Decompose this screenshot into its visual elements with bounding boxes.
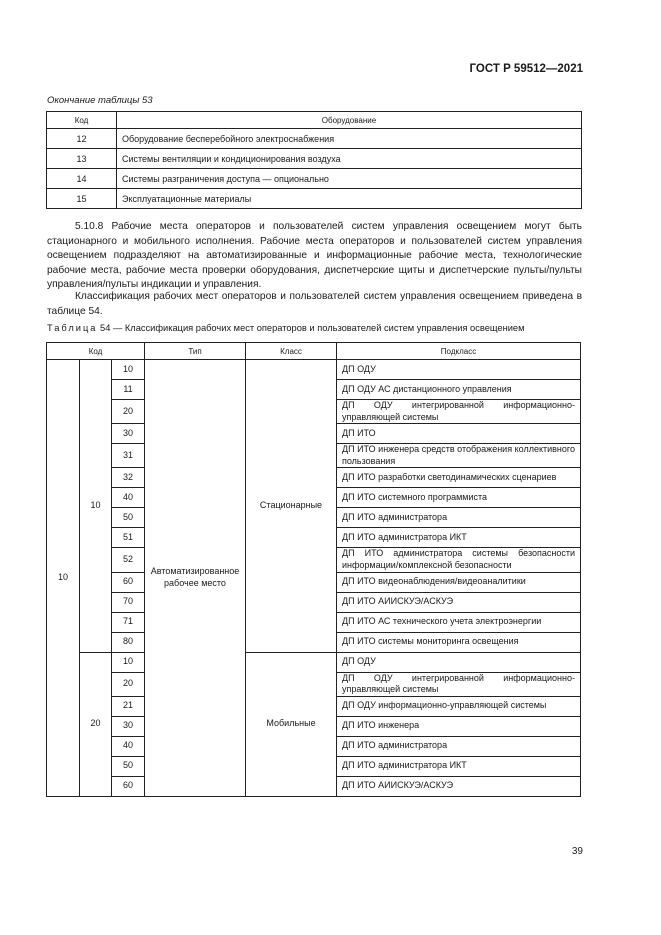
subclass-cell: ДП ОДУ интегрированной информационно-управляющей системы [337,400,581,424]
code-level3-cell: 60 [112,776,145,796]
code-cell: 14 [47,169,117,189]
code-level3-cell: 20 [112,400,145,424]
code-level3-cell: 40 [112,488,145,508]
document-number: ГОСТ Р 59512—2021 [469,63,583,75]
table54-caption-prefix: Таблица [47,323,98,333]
code-level3-cell: 70 [112,592,145,612]
subclass-cell: ДП ОДУ интегрированной информационно-управляющей системы [337,672,581,696]
code-cell: 13 [47,149,117,169]
code-level3-cell: 30 [112,424,145,444]
column-header-type: Тип [145,343,246,360]
table-row [47,149,582,169]
table53-caption: Окончание таблицы 53 [47,95,153,106]
column-header-class: Класс [246,343,337,360]
code-level3-cell: 32 [112,468,145,488]
subclass-cell: ДП ИТО [337,424,581,444]
equipment-cell: Оборудование бесперебойного электроснабжения [117,129,582,149]
subclass-cell: ДП ИТО администратора [337,736,581,756]
code-level3-cell: 60 [112,572,145,592]
paragraph-5-10-8: 5.10.8 Рабочие места операторов и пользователей систем управления освещением могут быть стационарного и мобильного исполнения. Рабочие места операторов и пользователей систем управления освещением подразделяют на автоматизированные и информационные рабочие места, технологические рабочие места, рабочие места проверки оборудования, диспетчерские щиты и диспетчерские пульты/пульты управления/пульты индикации и управления. [47,221,582,291]
type-cell: Автоматизированное рабочее место [145,360,246,797]
column-header-code: Код [47,343,145,360]
subclass-cell: ДП ИТО администратора ИКТ [337,528,581,548]
code-level3-cell: 80 [112,632,145,652]
subclass-cell: ДП ОДУ [337,360,581,380]
code-level2-cell: 10 [80,360,112,653]
code-level3-cell: 31 [112,444,145,468]
subclass-cell: ДП ИТО системы мониторинга освещения [337,632,581,652]
column-header-code: Код [47,112,117,129]
code-level3-cell: 71 [112,612,145,632]
table54-caption [47,323,525,333]
code-level3-cell: 30 [112,716,145,736]
subclass-cell: ДП ИТО администратора ИКТ [337,756,581,776]
code-level2-cell: 20 [80,652,112,796]
table-row [47,360,581,380]
equipment-cell: Системы разграничения доступа — опционально [117,169,582,189]
subclass-cell: ДП ИТО разработки светодинамических сценариев [337,468,581,488]
code-level3-cell: 10 [112,360,145,380]
code-level3-cell: 20 [112,672,145,696]
column-header-equipment: Оборудование [117,112,582,129]
code-level3-cell: 51 [112,528,145,548]
subclass-cell: ДП ИТО системного программиста [337,488,581,508]
subclass-cell: ДП ОДУ АС дистанционного управления [337,380,581,400]
subclass-cell: ДП ИТО администратора [337,508,581,528]
code-cell: 15 [47,189,117,209]
code-level1-cell: 10 [47,360,80,797]
subclass-cell: ДП ИТО АИИСКУЭ/АСКУЭ [337,592,581,612]
subclass-cell: ДП ИТО инженера [337,716,581,736]
page-number: 39 [571,846,583,857]
table-row [47,129,582,149]
equipment-cell: Эксплуатационные материалы [117,189,582,209]
code-level3-cell: 21 [112,696,145,716]
table-row [47,189,582,209]
code-level3-cell: 50 [112,508,145,528]
code-level3-cell: 11 [112,380,145,400]
subclass-cell: ДП ИТО видеонаблюдения/видеоаналитики [337,572,581,592]
subclass-cell: ДП ИТО АИИСКУЭ/АСКУЭ [337,776,581,796]
code-level3-cell: 52 [112,548,145,572]
table-53 [46,111,582,209]
subclass-cell: ДП ОДУ [337,652,581,672]
class-cell: Мобильные [246,652,337,796]
paragraph-classification: Классификация рабочих мест операторов и пользователей систем управления освещением приведена в таблице 54. [47,291,582,317]
subclass-cell: ДП ИТО инженера средств отображения коллективного пользования [337,444,581,468]
code-cell: 12 [47,129,117,149]
code-level3-cell: 10 [112,652,145,672]
code-level3-cell: 50 [112,756,145,776]
column-header-subclass: Подкласс [337,343,581,360]
table-row [47,169,582,189]
class-cell: Стационарные [246,360,337,653]
subclass-cell: ДП ИТО АС технического учета электроэнергии [337,612,581,632]
table-row [47,652,581,672]
table-54 [46,342,581,797]
table54-caption-title: 54 — Классификация рабочих мест операторов и пользователей систем управления освещением [100,323,525,333]
equipment-cell: Системы вентиляции и кондиционирования воздуха [117,149,582,169]
code-level3-cell: 40 [112,736,145,756]
subclass-cell: ДП ОДУ информационно-управляющей системы [337,696,581,716]
subclass-cell: ДП ИТО администратора системы безопасности информации/комплексной безопасности [337,548,581,572]
